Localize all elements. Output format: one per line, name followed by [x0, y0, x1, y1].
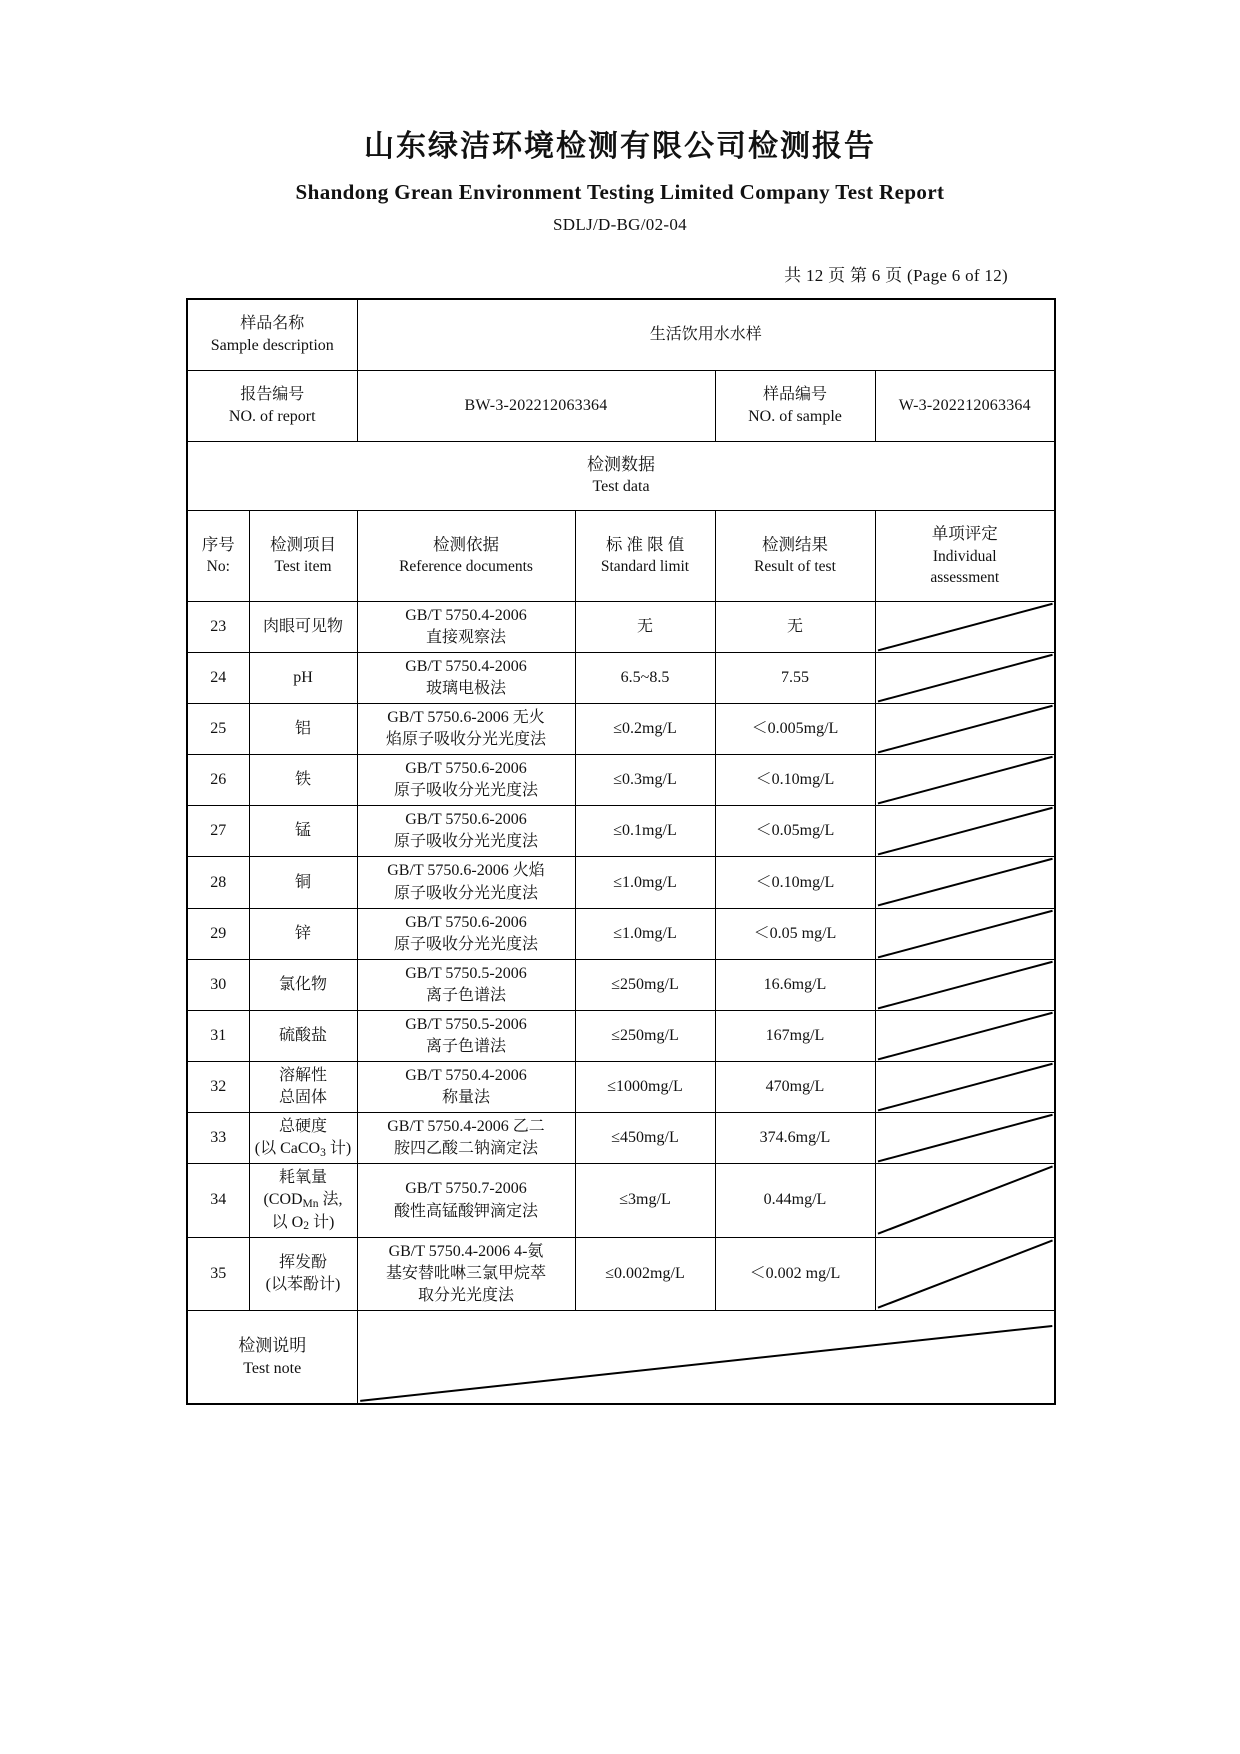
- row-reference-line: GB/T 5750.4-2006 乙二: [387, 1118, 545, 1136]
- row-reference-line: 称量法: [441, 1089, 490, 1107]
- row-no: 33: [187, 1113, 249, 1164]
- sample-description-row: [187, 299, 1055, 371]
- report-number-label-en: NO. of report: [228, 407, 316, 425]
- table-row: [187, 1237, 1055, 1310]
- row-individual-assessment: [875, 1164, 1055, 1237]
- row-test-item-line: ($COD_{Mn}$ 法,: [263, 1191, 343, 1211]
- page-title-chinese: 山东绿洁环境检测有限公司检测报告: [364, 129, 876, 164]
- row-test-item-line: 硫酸盐: [278, 1026, 327, 1044]
- row-test-item: [249, 1237, 357, 1310]
- column-header-assessment-en1: Individual: [932, 547, 997, 565]
- row-reference-line: 玻璃电极法: [425, 679, 506, 697]
- table-row: [187, 1010, 1055, 1061]
- diagonal-strike-icon: [876, 960, 1055, 1010]
- row-test-item-line: 以 $O_2$ 计): [271, 1213, 335, 1233]
- row-reference-line: 取分光光度法: [417, 1286, 514, 1304]
- row-individual-assessment: [875, 601, 1055, 652]
- table-row: [187, 806, 1055, 857]
- table-body: [187, 601, 1055, 1310]
- row-reference-line: 酸性高锰酸钾滴定法: [393, 1202, 538, 1220]
- row-reference-line: GB/T 5750.4-2006 4-氨: [388, 1242, 544, 1260]
- test-note-row: [187, 1310, 1055, 1404]
- test-data-section-label: [187, 441, 1055, 510]
- diagonal-strike-icon: [876, 857, 1055, 907]
- row-reference-line: GB/T 5750.5-2006: [405, 964, 527, 982]
- row-no: 30: [187, 959, 249, 1010]
- table-row: [187, 908, 1055, 959]
- column-header-reference: [357, 510, 575, 601]
- diagonal-strike-icon: [876, 704, 1055, 754]
- row-result: 374.6mg/L: [715, 1113, 875, 1164]
- row-standard-limit: ≤1.0mg/L: [575, 857, 715, 908]
- row-standard-limit: ≤1000mg/L: [575, 1062, 715, 1113]
- test-data-section-en: Test data: [592, 478, 650, 496]
- row-reference-line: 直接观察法: [425, 628, 506, 646]
- row-test-item: [249, 857, 357, 908]
- column-header-item-en: Test item: [274, 558, 332, 576]
- row-standard-limit: ≤250mg/L: [575, 959, 715, 1010]
- row-test-item-line: 铁: [294, 771, 311, 789]
- column-header-assessment-cn: 单项评定: [931, 523, 998, 543]
- table-row: [187, 959, 1055, 1010]
- row-reference-line: 原子吸收分光光度法: [393, 782, 538, 800]
- row-reference-document: [357, 1010, 575, 1061]
- row-standard-limit: ≤250mg/L: [575, 1010, 715, 1061]
- row-no: 29: [187, 908, 249, 959]
- column-header-result: [715, 510, 875, 601]
- row-no: 31: [187, 1010, 249, 1061]
- row-reference-document: [357, 806, 575, 857]
- row-reference-document: [357, 601, 575, 652]
- column-header-item-cn: 检测项目: [270, 534, 336, 554]
- row-result: ＜0.005mg/L: [715, 704, 875, 755]
- column-header-limit-cn: 标 准 限 值: [605, 534, 685, 554]
- row-reference-document: [357, 908, 575, 959]
- row-test-item: [249, 601, 357, 652]
- row-reference-line: GB/T 5750.6-2006 火焰: [387, 862, 545, 880]
- row-standard-limit: ≤0.2mg/L: [575, 704, 715, 755]
- diagonal-strike-icon: [876, 1062, 1055, 1112]
- row-reference-document: [357, 1237, 575, 1310]
- sample-number-value: W-3-202212063364: [875, 370, 1055, 441]
- row-individual-assessment: [875, 1237, 1055, 1310]
- column-header-reference-cn: 检测依据: [433, 534, 499, 554]
- row-test-item-line: pH: [293, 668, 313, 686]
- row-test-item: [249, 1062, 357, 1113]
- row-test-item-line: 铜: [294, 873, 311, 891]
- document-code: SDLJ/D-BG/02-04: [553, 214, 687, 234]
- row-reference-line: 原子吸收分光光度法: [393, 935, 538, 953]
- row-test-item-line: 锌: [294, 924, 311, 942]
- diagonal-strike-icon: [876, 806, 1055, 856]
- row-test-item-line: 挥发酚: [278, 1253, 327, 1271]
- row-no: 28: [187, 857, 249, 908]
- test-note-value: [357, 1310, 1055, 1404]
- row-individual-assessment: [875, 959, 1055, 1010]
- column-header-no-cn: 序号: [201, 534, 235, 554]
- row-test-item-line: 锰: [294, 822, 311, 840]
- row-reference-line: GB/T 5750.6-2006: [405, 760, 527, 778]
- column-header-result-cn: 检测结果: [762, 534, 828, 554]
- row-reference-line: GB/T 5750.4-2006: [405, 606, 527, 624]
- row-no: 25: [187, 704, 249, 755]
- table-row: [187, 601, 1055, 652]
- row-standard-limit: ≤450mg/L: [575, 1113, 715, 1164]
- test-note-label-en: Test note: [243, 1359, 302, 1377]
- row-result: 0.44mg/L: [715, 1164, 875, 1237]
- row-standard-limit: ≤0.002mg/L: [575, 1237, 715, 1310]
- row-reference-line: GB/T 5750.4-2006: [405, 657, 527, 675]
- sample-number-label-en: NO. of sample: [748, 407, 842, 425]
- column-header-no-en: No:: [206, 558, 230, 576]
- row-standard-limit: ≤0.3mg/L: [575, 755, 715, 806]
- row-individual-assessment: [875, 704, 1055, 755]
- row-result: ＜0.05 mg/L: [715, 908, 875, 959]
- row-reference-line: 原子吸收分光光度法: [393, 833, 538, 851]
- report-number-value: BW-3-202212063364: [357, 370, 715, 441]
- row-test-item: [249, 704, 357, 755]
- row-test-item: [249, 1164, 357, 1237]
- row-standard-limit: ≤1.0mg/L: [575, 908, 715, 959]
- row-individual-assessment: [875, 1010, 1055, 1061]
- row-reference-line: GB/T 5750.6-2006: [405, 913, 527, 931]
- row-test-item-line: 总硬度: [278, 1118, 327, 1136]
- page-title-english: Shandong Grean Environment Testing Limited Company Test Report: [295, 179, 945, 204]
- row-test-item: [249, 959, 357, 1010]
- row-result: ＜0.05mg/L: [715, 806, 875, 857]
- row-reference-document: [357, 704, 575, 755]
- row-no: 23: [187, 601, 249, 652]
- diagonal-strike-icon: [876, 755, 1055, 805]
- diagonal-strike-icon: [876, 1164, 1055, 1236]
- sample-number-label: [715, 370, 875, 441]
- row-reference-document: [357, 755, 575, 806]
- table-row: [187, 857, 1055, 908]
- row-reference-document: [357, 1113, 575, 1164]
- row-reference-line: 焰原子吸收分光光度法: [385, 731, 546, 749]
- row-individual-assessment: [875, 755, 1055, 806]
- table-row: [187, 1164, 1055, 1237]
- diagonal-strike-icon: [876, 653, 1055, 703]
- test-note-label: [187, 1310, 357, 1404]
- row-no: 24: [187, 652, 249, 703]
- row-reference-line: 离子色谱法: [425, 1038, 506, 1056]
- row-test-item: [249, 806, 357, 857]
- row-reference-document: [357, 857, 575, 908]
- row-test-item: [249, 755, 357, 806]
- table-column-header-row: [187, 510, 1055, 601]
- row-reference-line: 胺四乙酸二钠滴定法: [393, 1140, 538, 1158]
- column-header-limit-en: Standard limit: [600, 558, 690, 576]
- report-number-label: [187, 370, 357, 441]
- table-row: [187, 704, 1055, 755]
- sample-number-label-cn: 样品编号: [762, 385, 827, 403]
- column-header-item: [249, 510, 357, 601]
- row-no: 26: [187, 755, 249, 806]
- sample-description-value: 生活饮用水水样: [357, 299, 1055, 371]
- diagonal-strike-icon: [876, 1011, 1055, 1061]
- row-reference-line: GB/T 5750.5-2006: [405, 1015, 527, 1033]
- row-result: ＜0.10mg/L: [715, 857, 875, 908]
- diagonal-strike-icon: [876, 909, 1055, 959]
- row-test-item: [249, 652, 357, 703]
- row-result: 470mg/L: [715, 1062, 875, 1113]
- row-reference-document: [357, 652, 575, 703]
- row-test-item-line: 溶解性: [278, 1067, 327, 1085]
- row-test-item: [249, 908, 357, 959]
- row-individual-assessment: [875, 806, 1055, 857]
- row-reference-line: GB/T 5750.6-2006: [405, 811, 527, 829]
- row-individual-assessment: [875, 857, 1055, 908]
- row-result: ＜0.10mg/L: [715, 755, 875, 806]
- row-reference-line: GB/T 5750.7-2006: [405, 1180, 527, 1198]
- row-no: 35: [187, 1237, 249, 1310]
- row-reference-document: [357, 1062, 575, 1113]
- row-standard-limit: 无: [575, 601, 715, 652]
- row-test-item-line: 氯化物: [278, 975, 327, 993]
- test-data-section-row: [187, 441, 1055, 510]
- sample-description-label: [187, 299, 357, 371]
- row-test-item-line: (以 CaCO$_3$ 计): [254, 1140, 352, 1159]
- row-test-item-line: 耗氧量: [278, 1169, 327, 1187]
- diagonal-strike-icon: [358, 1311, 1055, 1403]
- row-test-item-line: 铝: [294, 720, 311, 738]
- row-reference-line: GB/T 5750.6-2006 无火: [387, 709, 545, 726]
- diagonal-strike-icon: [876, 602, 1055, 652]
- test-data-section-cn: 检测数据: [587, 454, 655, 474]
- diagonal-strike-icon: [876, 1238, 1055, 1310]
- column-header-assessment: [875, 510, 1055, 601]
- row-reference-document: [357, 1164, 575, 1237]
- row-result: 167mg/L: [715, 1010, 875, 1061]
- report-table-container: [186, 298, 1054, 1405]
- test-note-label-cn: 检测说明: [238, 1336, 307, 1356]
- row-standard-limit: 6.5~8.5: [575, 652, 715, 703]
- table-row: [187, 652, 1055, 703]
- report-header: [0, 0, 1240, 235]
- row-test-item-line: (以苯酚计): [265, 1275, 341, 1293]
- row-standard-limit: ≤0.1mg/L: [575, 806, 715, 857]
- report-number-label-cn: 报告编号: [240, 385, 305, 403]
- row-reference-document: [357, 959, 575, 1010]
- column-header-limit: [575, 510, 715, 601]
- row-test-item-line: 总固体: [278, 1089, 327, 1107]
- row-result: 7.55: [715, 652, 875, 703]
- row-reference-line: 基安替吡啉三氯甲烷萃: [385, 1264, 546, 1282]
- row-reference-line: 原子吸收分光光度法: [393, 884, 538, 902]
- row-test-item: [249, 1010, 357, 1061]
- row-reference-line: GB/T 5750.4-2006: [405, 1067, 527, 1085]
- sample-description-label-cn: 样品名称: [240, 314, 305, 332]
- diagonal-strike-icon: [876, 1113, 1055, 1163]
- row-result: 16.6mg/L: [715, 959, 875, 1010]
- row-individual-assessment: [875, 1062, 1055, 1113]
- row-standard-limit: ≤3mg/L: [575, 1164, 715, 1237]
- row-no: 32: [187, 1062, 249, 1113]
- column-header-no: [187, 510, 249, 601]
- table-row: [187, 1062, 1055, 1113]
- row-result: ＜0.002 mg/L: [715, 1237, 875, 1310]
- row-test-item: [249, 1113, 357, 1164]
- row-individual-assessment: [875, 908, 1055, 959]
- column-header-assessment-en2: assessment: [930, 569, 1000, 587]
- page-indicator: 共 12 页 第 6 页 (Page 6 of 12): [784, 265, 1008, 285]
- table-row: [187, 755, 1055, 806]
- report-table: [186, 298, 1056, 1405]
- column-header-reference-en: Reference documents: [399, 558, 533, 576]
- row-no: 27: [187, 806, 249, 857]
- sample-description-label-en: Sample description: [210, 336, 334, 354]
- column-header-result-en: Result of test: [754, 558, 836, 576]
- row-individual-assessment: [875, 652, 1055, 703]
- row-reference-line: 离子色谱法: [425, 986, 506, 1004]
- row-no: 34: [187, 1164, 249, 1237]
- row-result: 无: [715, 601, 875, 652]
- row-individual-assessment: [875, 1113, 1055, 1164]
- report-number-row: [187, 370, 1055, 441]
- table-row: [187, 1113, 1055, 1164]
- row-test-item-line: 肉眼可见物: [262, 617, 343, 635]
